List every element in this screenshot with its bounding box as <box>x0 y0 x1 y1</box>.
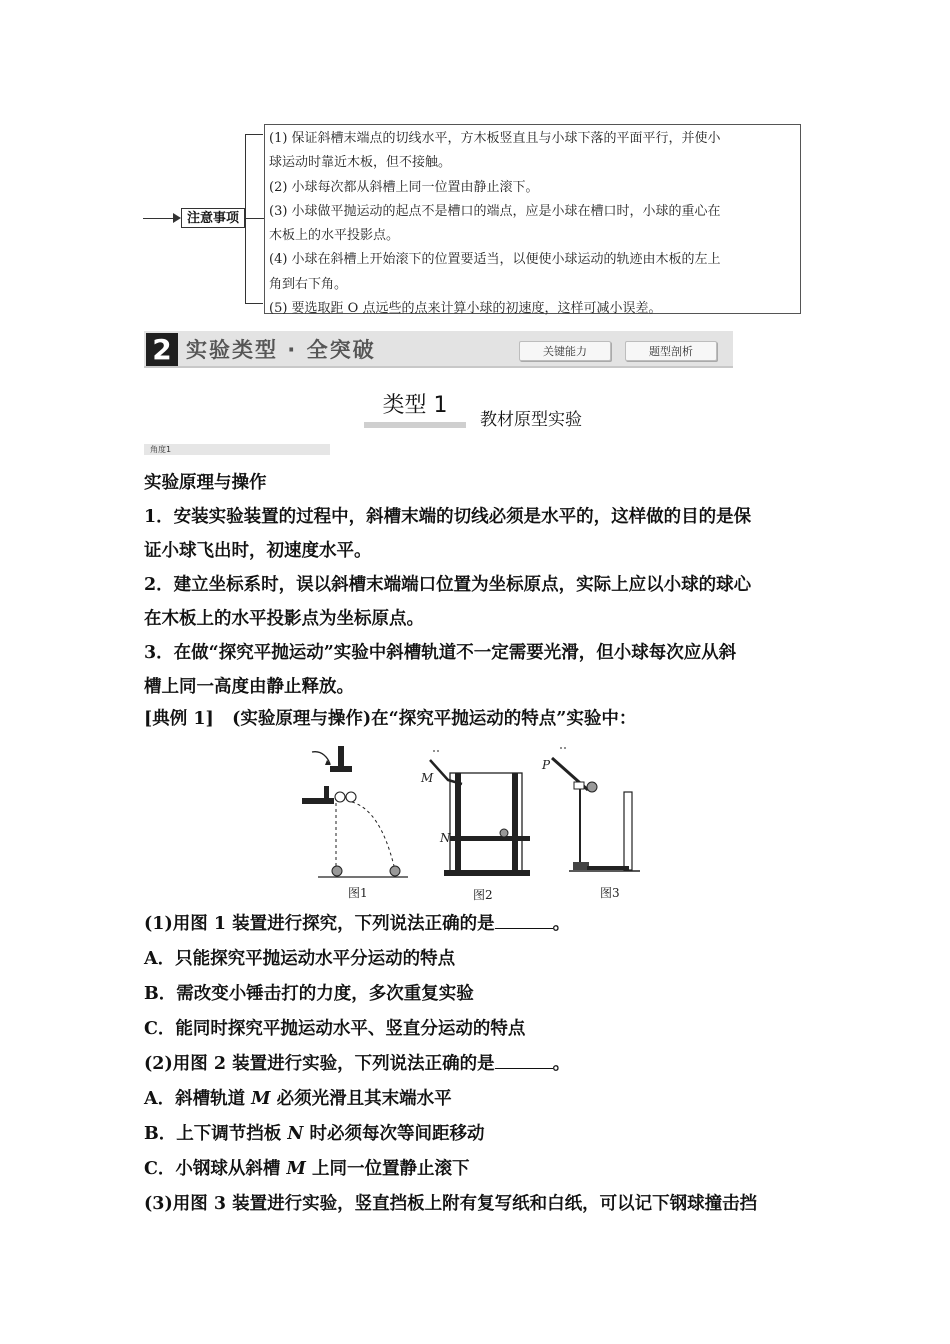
notes-line: 球运动时靠近木板，但不接触。 <box>269 155 452 171</box>
ball-a <box>335 792 345 802</box>
notes-label: 注意事项 <box>181 208 245 228</box>
body-line: 2．建立坐标系时，误以斜槽末端端口位置为坐标原点，实际上应以小球的球心 <box>144 575 752 595</box>
option-1c: C．能同时探究平抛运动水平、竖直分运动的特点 <box>144 1019 526 1039</box>
body-line: 在木板上的水平投影点为坐标原点。 <box>144 609 424 629</box>
vertical-baffle <box>624 792 632 870</box>
key-ability-button[interactable]: 关键能力 <box>519 341 611 361</box>
notes-box <box>264 124 801 317</box>
option-2a: A．斜槽轨道 M 必须光滑且其末端水平 <box>144 1089 452 1109</box>
ball-b <box>346 792 356 802</box>
arrow-right-icon <box>173 213 181 223</box>
section-title: 实验原理与操作 <box>144 473 267 493</box>
label-P: P <box>542 758 551 772</box>
figure-3-caption: 图3 <box>600 886 620 900</box>
option-1b: B．需改变小锤击打的力度，多次重复实验 <box>144 984 474 1004</box>
notes-line: (1) 保证斜槽末端点的切线水平，方木板竖直且与小球下落的平面平行，并使小 <box>269 131 721 146</box>
notes-bracket-mid <box>245 218 264 219</box>
notes-bracket <box>245 134 263 304</box>
section-banner-title: 实验类型 · 全突破 <box>186 338 376 362</box>
label-M: M <box>421 771 434 785</box>
label-N: N <box>440 831 451 845</box>
question-1: (1)用图 1 装置进行探究，下列说法正确的是 。 <box>144 907 809 942</box>
question-3: (3)用图 3 装置进行实验，竖直挡板上附有复写纸和白纸，可以记下钢球撞击挡 <box>144 1194 758 1214</box>
notes-line: (5) 要选取距 O 点远些的点来计算小球的初速度，这样可减小误差。 <box>269 301 662 317</box>
option-1a: A．只能探究平抛运动水平分运动的特点 <box>144 949 456 969</box>
body-line: 槽上同一高度由静止释放。 <box>144 677 354 697</box>
example-line <box>144 702 809 737</box>
option-2b: B．上下调节挡板 N 时必须每次等间距移动 <box>144 1124 485 1144</box>
hammer-head <box>330 766 352 772</box>
ball-landed-a <box>332 866 342 876</box>
example-text: (实验原理与操作)在“探究平抛运动的特点”实验中： <box>232 709 637 729</box>
section-number-badge: 2 <box>146 333 178 366</box>
option-2c: C．小钢球从斜槽 M 上同一位置静止滚下 <box>144 1159 470 1179</box>
example-tag: [典例 1] <box>144 709 214 729</box>
body-line: 1．安装实验装置的过程中，斜槽末端的切线必须是水平的，这样做的目的是保 <box>144 507 752 527</box>
ball-landed-b <box>390 866 400 876</box>
answer-blank[interactable] <box>495 910 553 929</box>
notes-line: 角到右下角。 <box>269 276 348 292</box>
answer-blank[interactable] <box>495 1050 553 1069</box>
figure-2-caption: 图2 <box>473 888 493 902</box>
type-subtitle: 教材原型实验 <box>480 410 582 430</box>
body-line: 3．在做“探究平抛运动”实验中斜槽轨道不一定需要光滑，但小球每次应从斜 <box>144 643 737 663</box>
notes-line: (4) 小球在斜槽上开始滚下的位置要适当，以便使小球运动的轨迹由木板的左上 <box>269 252 721 268</box>
notes-line: (2) 小球每次都从斜槽上同一位置由静止滚下。 <box>269 179 539 195</box>
type-heading: 类型 1 <box>364 392 466 428</box>
projectile-path <box>352 802 394 866</box>
hammer-handle <box>338 746 344 768</box>
experiment-figures <box>290 740 650 905</box>
figure-3-apparatus <box>541 748 640 871</box>
baffle-N <box>450 836 530 841</box>
figure-2-apparatus <box>420 751 530 876</box>
angle-tag <box>144 444 330 455</box>
notes-line: (3) 小球做平抛运动的起点不是槽口的端点，应是小球在槽口时，小球的重心在 <box>269 203 721 219</box>
question-2: (2)用图 2 装置进行实验，下列说法正确的是 。 <box>144 1047 809 1082</box>
figure-1-apparatus <box>302 746 408 877</box>
problem-analysis-button[interactable]: 题型剖析 <box>625 341 717 361</box>
notes-line: 木板上的水平投影点。 <box>269 228 400 244</box>
angle-tag-label: 角度1 <box>150 445 172 454</box>
figure-1-caption: 图1 <box>348 886 368 900</box>
body-line: 证小球飞出时，初速度水平。 <box>144 541 372 561</box>
